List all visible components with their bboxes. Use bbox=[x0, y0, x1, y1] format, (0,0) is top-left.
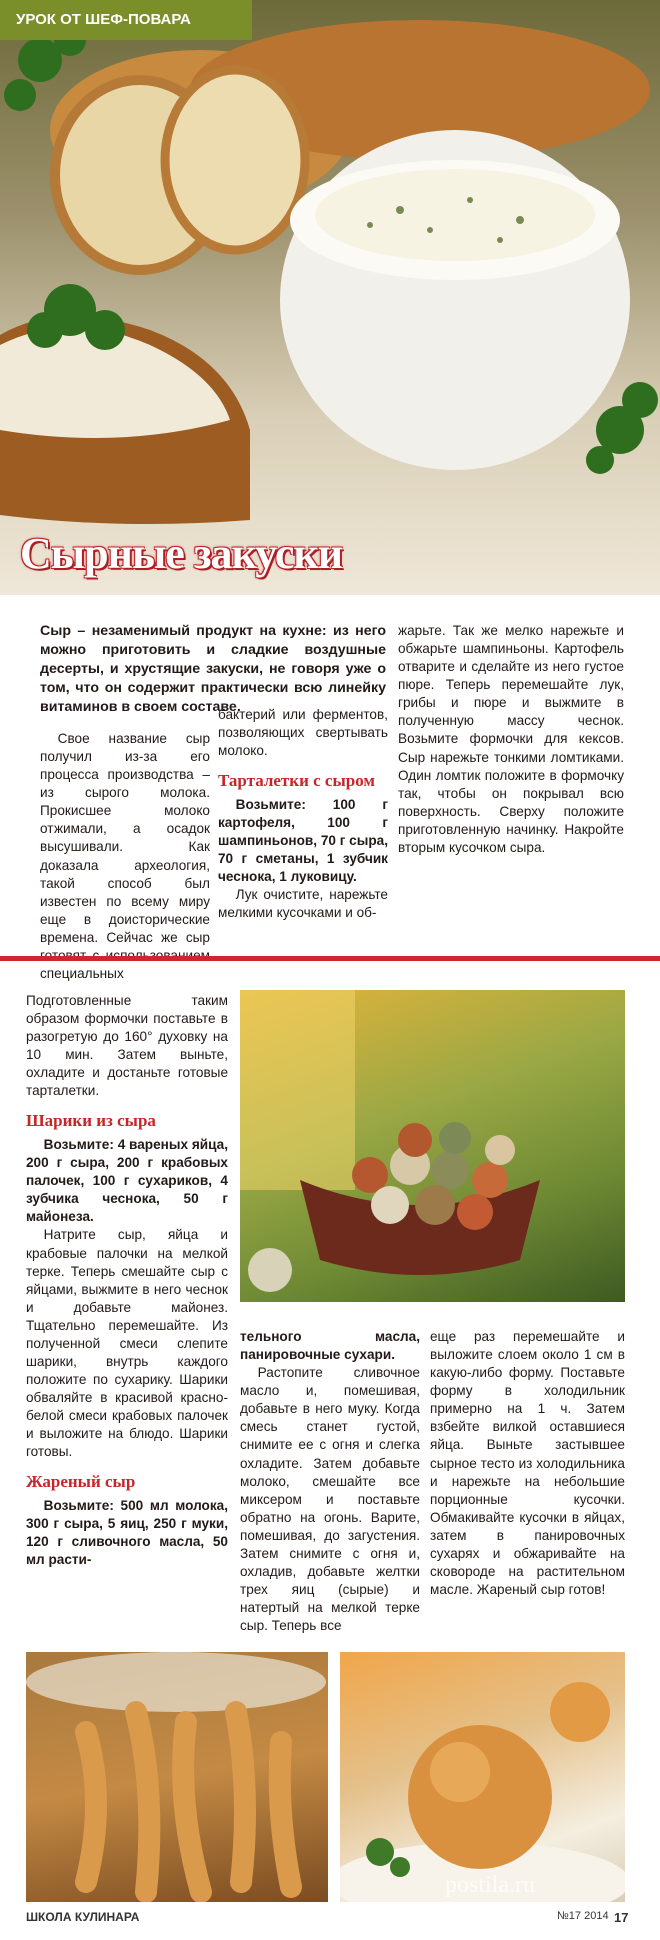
recipe-heading-tartlets: Тарталетки с сыром bbox=[218, 771, 375, 791]
upper-column-2 bbox=[218, 706, 388, 922]
ingredients-tartlets: Возьмите: 100 г картофеля, 100 г шампиньонов, 70 г сыра, 70 г сметаны, 1 зубчик чеснока, 1 луковицу. bbox=[218, 796, 388, 885]
footer-page-number: 17 bbox=[614, 1910, 629, 1925]
steps-balls: Натрите сыр, яйца и крабовые палочки на мелкой терке. Теперь смешайте сыр с яйцами, выжмите в него чеснок и добавьте майонез. Тщательно перемешайте. Из полученной смеси слепите шарики, внутрь каждого положите по сухарику. Шарики обваляйте в красивой красно-белой смеси крабовых палочек и выложите на блюдо. Шарики готовы. bbox=[26, 1227, 228, 1460]
upper-column-1 bbox=[40, 730, 210, 983]
step-tartlets-2: жарьте. Так же мелко нарежьте и обжарьте шампиньоны. Картофель отварите и сделайте из него густое пюре. Теперь перемешайте лук, грибы и пюре и выжмите в полученную массу чеснок. Возьмите формочки для кексов. Сыр нарежьте тонкими ломтиками. Один ломтик положите в формочку так, чтобы он покрывал всю поверхность. Сверху положите приготовленную начинку. Накройте вторым кусочком сыра. bbox=[398, 623, 624, 855]
recipe-heading-balls: Шарики из сыра bbox=[26, 1111, 156, 1131]
lower-column-1 bbox=[26, 992, 228, 1569]
history-paragraph: Свое название сыр получил из-за его процесса производства – из сырого молока. Прокисшее молоко отжимали, а осадок высушивали. Как доказала археология, такой способ был известен по всему миру еще в доисторические времена. Сейчас же сыр специальных bbox=[40, 731, 210, 982]
recipe-heading-fried: Жареный сыр bbox=[26, 1472, 136, 1492]
section-banner: УРОК ОТ ШЕФ-ПОВАРА bbox=[0, 0, 252, 40]
cheese-balls-photo bbox=[240, 990, 625, 1302]
lower-column-2 bbox=[240, 1328, 420, 1635]
history-paragraph-continued: бактерий или ферментов, позволяющих свертывать молоко. bbox=[218, 707, 388, 759]
ingredients-balls: Возьмите: 4 вареных яйца, 200 г сыра, 200 г крабовых палочек, 100 г сухариков, 4 зубчика чеснока, 50 г майонеза. bbox=[26, 1137, 228, 1225]
upper-column-3 bbox=[398, 622, 624, 857]
lower-column-3 bbox=[430, 1328, 625, 1599]
ingredients-fried: Возьмите: 500 мл молока, 300 г сыра, 5 яиц, 250 г муки, 120 г сливочного масла, 50 мл расти- bbox=[26, 1498, 228, 1568]
tartlets-finish: Подготовленные таким образом формочки поставьте в разогретую до 160° духовку на 10 мин. Затем выньте, охладите и достаньте готовые тарталетки. bbox=[26, 993, 228, 1099]
article-title: Сырные закуски bbox=[20, 529, 343, 578]
intro-text: Сыр – незаменимый продукт на кухне: из него можно приготовить и сладкие воздушные десерты, и хрустящие закуски, не говоря уже о том, что он содержит практически всю линейку витаминов в своем составе. bbox=[40, 623, 386, 715]
footer-issue: №17 2014 bbox=[557, 1910, 609, 1922]
breadsticks-photo bbox=[26, 1652, 328, 1902]
fried-cheese-photo bbox=[340, 1652, 625, 1902]
watermark: postila.ru bbox=[445, 1872, 535, 1898]
footer-magazine-name: ШКОЛА КУЛИНАРА bbox=[26, 1910, 140, 1924]
steps-fried-1: Растопите сливочное масло и, помешивая, добавьте в него муку. Когда смесь станет густой, снимите ее с огня и слегка охладите. Затем добавьте молоко, смешайте все миксером и поставьте обратно на огонь. Варите, помешивая, до загустения. Затем снимите с огня и, охладив, добавьте желтки трех яиц (сырые) и натертый на мелкой терке сыр. Теперь все bbox=[240, 1365, 420, 1634]
hero-photo bbox=[0, 0, 660, 595]
ingredients-fried-continued: тельного масла, панировочные сухари. bbox=[240, 1329, 420, 1363]
section-divider bbox=[0, 956, 660, 961]
steps-fried-2: еще раз перемешайте и выложите слоем около 1 см в какую-либо форму. Поставьте форму в холодильник примерно на 1 ч. Затем взбейте вилкой оставшиеся яйца. Выньте застывшее сырное тесто из холодильника и нарежьте на небольшие порционные кусочки. Обмакивайте кусочки в яйцах, затем в панировочных сухарях и обжаривайте на сковороде на растительном масле. Жареный сыр готов! bbox=[430, 1329, 625, 1598]
step-tartlets-1: Лук очистите, нарежьте мелкими кусочками и об- bbox=[218, 887, 388, 921]
